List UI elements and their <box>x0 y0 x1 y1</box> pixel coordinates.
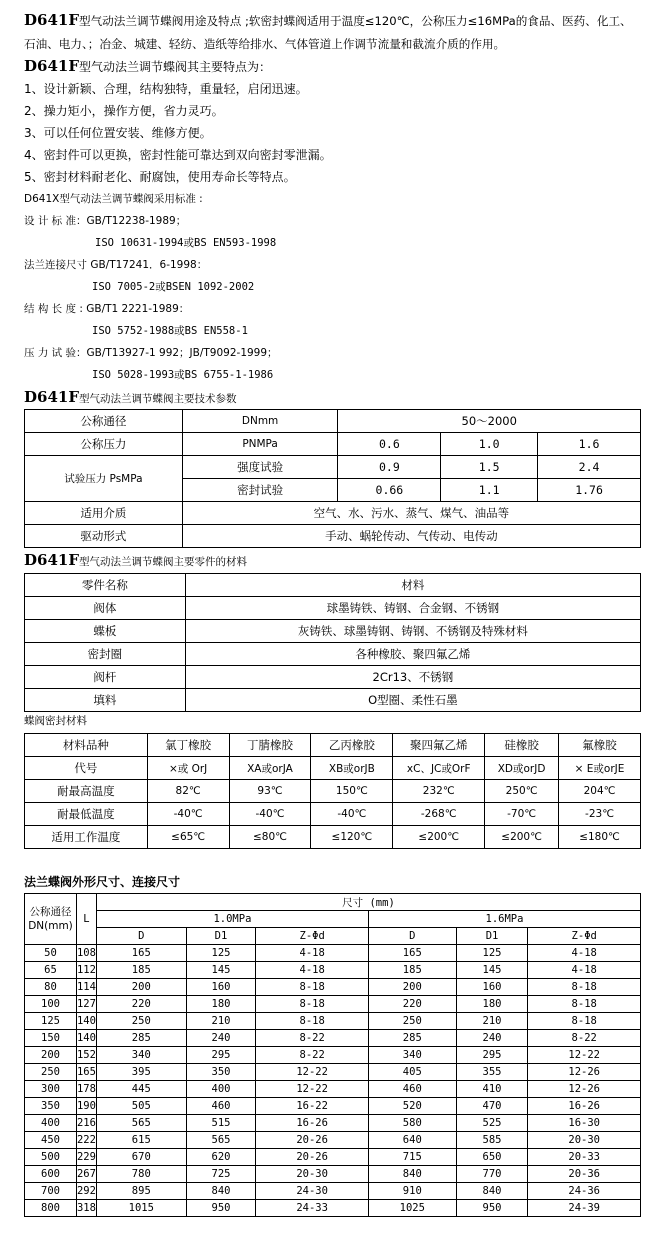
dim-cell: 4-18 <box>256 945 369 962</box>
dim-cell: 470 <box>456 1098 528 1115</box>
dim-cell: 24-39 <box>528 1200 641 1217</box>
tech-title: 型气动法兰调节蝶阀主要技术参数 <box>78 393 237 405</box>
l-cell: 216 <box>76 1115 96 1132</box>
dn-cell: 350 <box>25 1098 77 1115</box>
dim-cell: 125 <box>186 945 256 962</box>
table-row <box>25 1030 641 1047</box>
pn-unit: PNMPa <box>182 433 338 456</box>
pn2-header: 1.6MPa <box>368 911 640 928</box>
table-row <box>25 502 641 525</box>
seal-cell: -40℃ <box>311 803 393 826</box>
dim-cell: 12-22 <box>528 1047 641 1064</box>
table-row <box>25 911 641 928</box>
pn-value: 0.6 <box>338 433 441 456</box>
dim-cell: 585 <box>456 1132 528 1149</box>
medium-label: 适用介质 <box>25 502 183 525</box>
dim-cell: 8-22 <box>256 1030 369 1047</box>
table-row <box>25 597 641 620</box>
features-model: D641F <box>24 57 79 75</box>
dim-cell: 185 <box>96 962 186 979</box>
dim-cell: 460 <box>186 1098 256 1115</box>
standard-row: 结 构 长 度 : GB/T1 2221-1989： <box>24 303 190 315</box>
dim-cell: 145 <box>186 962 256 979</box>
seal-row-label: 耐最高温度 <box>25 780 148 803</box>
col-header: Z-Φd <box>528 928 641 945</box>
dn-cell: 125 <box>25 1013 77 1030</box>
standard-row: ISO 10631-1994或BS EN593-1998 <box>95 237 277 249</box>
dim-cell: 895 <box>96 1183 186 1200</box>
table-row <box>25 689 641 712</box>
seal-materials-table <box>24 733 641 849</box>
seal-cell: ≤80℃ <box>229 826 311 849</box>
table-row <box>25 979 641 996</box>
seal-value: 1.76 <box>538 479 641 502</box>
table-row <box>25 456 641 479</box>
l-cell: 318 <box>76 1200 96 1217</box>
standard-row: ISO 5028-1993或BS 6755-1-1986 <box>92 369 274 381</box>
dim-cell: 145 <box>456 962 528 979</box>
table-row <box>25 962 641 979</box>
dim-cell: 8-22 <box>256 1047 369 1064</box>
part-material: O型圈、柔性石墨 <box>185 689 640 712</box>
dim-cell: 615 <box>96 1132 186 1149</box>
dim-cell: 185 <box>368 962 456 979</box>
strength-value: 0.9 <box>338 456 441 479</box>
dim-cell: 8-18 <box>528 996 641 1013</box>
table-row <box>25 620 641 643</box>
dim-cell: 405 <box>368 1064 456 1081</box>
seal-header-cell: 聚四氟乙烯 <box>393 734 485 757</box>
dn-cell: 450 <box>25 1132 77 1149</box>
part-material: 2Cr13、不锈钢 <box>185 666 640 689</box>
dim-cell: 160 <box>456 979 528 996</box>
seal-cell: -23℃ <box>559 803 641 826</box>
parts-title: 型气动法兰调节蝶阀主要零件的材料 <box>78 556 247 568</box>
seal-cell: XA或orJA <box>229 757 311 780</box>
dim-cell: 16-26 <box>256 1115 369 1132</box>
dn-cell: 800 <box>25 1200 77 1217</box>
dim-cell: 8-18 <box>256 979 369 996</box>
l-cell: 112 <box>76 962 96 979</box>
seal-header-cell: 氯丁橡胶 <box>147 734 229 757</box>
dim-cell: 165 <box>96 945 186 962</box>
part-material: 球墨铸铁、铸钢、合金钢、不锈钢 <box>185 597 640 620</box>
dim-cell: 285 <box>96 1030 186 1047</box>
dim-cell: 180 <box>186 996 256 1013</box>
dim-cell: 950 <box>456 1200 528 1217</box>
dim-cell: 950 <box>186 1200 256 1217</box>
dim-cell: 125 <box>456 945 528 962</box>
size-header: 尺寸 (mm) <box>96 894 640 911</box>
l-cell: 152 <box>76 1047 96 1064</box>
test-pressure-label: 试验压力 PsMPa <box>25 456 183 502</box>
dim-cell: 520 <box>368 1098 456 1115</box>
table-row <box>25 1183 641 1200</box>
dim-cell: 580 <box>368 1115 456 1132</box>
dim-cell: 210 <box>456 1013 528 1030</box>
dim-cell: 295 <box>186 1047 256 1064</box>
seal-row-label: 耐最低温度 <box>25 803 148 826</box>
table-row <box>25 734 641 757</box>
seal-header-cell: 丁腈橡胶 <box>229 734 311 757</box>
dim-cell: 4-18 <box>256 962 369 979</box>
dim-cell: 160 <box>186 979 256 996</box>
tech-heading <box>24 389 236 407</box>
table-row <box>25 1098 641 1115</box>
feature-item: 5、密封材料耐老化、耐腐蚀，使用寿命长等特点。 <box>24 170 296 184</box>
dim-cell: 340 <box>96 1047 186 1064</box>
seal-cell: XB或orJB <box>311 757 393 780</box>
table-row <box>25 826 641 849</box>
dim-cell: 240 <box>186 1030 256 1047</box>
seal-row-label: 代号 <box>25 757 148 780</box>
parts-header-material: 材料 <box>185 574 640 597</box>
part-material: 各种橡胶、聚四氟乙烯 <box>185 643 640 666</box>
dim-cell: 16-22 <box>256 1098 369 1115</box>
dim-cell: 24-30 <box>256 1183 369 1200</box>
table-row <box>25 1132 641 1149</box>
dim-cell: 460 <box>368 1081 456 1098</box>
dim-cell: 355 <box>456 1064 528 1081</box>
strength-label: 强度试验 <box>182 456 338 479</box>
seal-header-cell: 氟橡胶 <box>559 734 641 757</box>
seal-value: 1.1 <box>441 479 538 502</box>
dim-cell: 515 <box>186 1115 256 1132</box>
dim-cell: 445 <box>96 1081 186 1098</box>
dim-cell: 16-30 <box>528 1115 641 1132</box>
seal-materials-title: 蝶阀密封材料 <box>24 715 87 727</box>
dn-cell: 80 <box>25 979 77 996</box>
l-cell: 190 <box>76 1098 96 1115</box>
seal-cell: 232℃ <box>393 780 485 803</box>
table-row <box>25 643 641 666</box>
dim-cell: 180 <box>456 996 528 1013</box>
seal-header-cell: 材料品种 <box>25 734 148 757</box>
seal-cell: ×或 OrJ <box>147 757 229 780</box>
feature-item: 3、可以任何位置安装、维修方便。 <box>24 126 212 140</box>
dim-cell: 840 <box>186 1183 256 1200</box>
dim-cell: 1025 <box>368 1200 456 1217</box>
dim-cell: 395 <box>96 1064 186 1081</box>
table-row <box>25 1200 641 1217</box>
strength-value: 2.4 <box>538 456 641 479</box>
seal-value: 0.66 <box>338 479 441 502</box>
seal-cell: -70℃ <box>485 803 559 826</box>
table-row <box>25 996 641 1013</box>
table-row <box>25 433 641 456</box>
pn-value: 1.0 <box>441 433 538 456</box>
part-material: 灰铸铁、球墨铸钢、铸钢、不锈钢及特殊材料 <box>185 620 640 643</box>
table-row <box>25 1064 641 1081</box>
dn-range: 50～2000 <box>338 410 641 433</box>
table-row <box>25 1047 641 1064</box>
parts-model: D641F <box>24 551 79 569</box>
standard-row: ISO 7005-2或BSEN 1092-2002 <box>92 281 255 293</box>
table-row <box>25 780 641 803</box>
parts-materials-table <box>24 573 641 712</box>
l-header: L <box>76 894 96 945</box>
col-header: D <box>96 928 186 945</box>
part-name: 阀体 <box>25 597 186 620</box>
l-cell: 222 <box>76 1132 96 1149</box>
dim-cell: 400 <box>186 1081 256 1098</box>
drive-label: 驱动形式 <box>25 525 183 548</box>
dim-cell: 840 <box>368 1166 456 1183</box>
part-name: 填料 <box>25 689 186 712</box>
seal-cell: xC、JC或OrF <box>393 757 485 780</box>
pn1-header: 1.0MPa <box>96 911 368 928</box>
dn-cell: 700 <box>25 1183 77 1200</box>
dn-cell: 250 <box>25 1064 77 1081</box>
intro-line-2: 石油、电力、；冶金、城建、轻纺、造纸等给排水、气体管道上作调节流量和截流介质的作用。 <box>24 37 506 51</box>
intro-model: D641F <box>24 11 79 29</box>
table-row <box>25 525 641 548</box>
table-row <box>25 1013 641 1030</box>
dim-cell: 200 <box>368 979 456 996</box>
l-cell: 108 <box>76 945 96 962</box>
seal-cell: 150℃ <box>311 780 393 803</box>
dim-cell: 210 <box>186 1013 256 1030</box>
part-name: 阀杆 <box>25 666 186 689</box>
standard-row: 法兰连接尺寸 GB/T17241．6-1998： <box>24 259 208 271</box>
tech-params-table <box>24 409 641 548</box>
l-cell: 267 <box>76 1166 96 1183</box>
dim-cell: 20-26 <box>256 1132 369 1149</box>
dim-cell: 20-36 <box>528 1166 641 1183</box>
dim-cell: 165 <box>368 945 456 962</box>
dim-cell: 670 <box>96 1149 186 1166</box>
intro-line-1 <box>24 12 632 29</box>
col-header: D1 <box>186 928 256 945</box>
dims-table <box>24 893 641 1217</box>
dn-cell: 200 <box>25 1047 77 1064</box>
dim-cell: 525 <box>456 1115 528 1132</box>
standards-title: D641X型气动法兰调节蝶阀采用标准 : <box>24 193 203 205</box>
table-row <box>25 894 641 911</box>
pn-value: 1.6 <box>538 433 641 456</box>
dim-cell: 8-18 <box>256 1013 369 1030</box>
dims-title: 法兰蝶阀外形尺寸、连接尺寸 <box>24 875 181 889</box>
table-row <box>25 666 641 689</box>
intro-text-1: 型气动法兰调节蝶阀用途及特点 ;软密封蝶阀适用于温度≤120℃，公称压力≤16MPa的食品、医药、化工、 <box>78 14 632 28</box>
parts-heading <box>24 552 247 570</box>
dim-cell: 565 <box>186 1132 256 1149</box>
part-name: 密封圈 <box>25 643 186 666</box>
dim-cell: 24-33 <box>256 1200 369 1217</box>
dim-cell: 620 <box>186 1149 256 1166</box>
l-cell: 114 <box>76 979 96 996</box>
table-row <box>25 1149 641 1166</box>
dim-cell: 285 <box>368 1030 456 1047</box>
l-cell: 140 <box>76 1030 96 1047</box>
col-header: D <box>368 928 456 945</box>
dim-cell: 295 <box>456 1047 528 1064</box>
seal-label: 密封试验 <box>182 479 338 502</box>
seal-row-label: 适用工作温度 <box>25 826 148 849</box>
dim-cell: 1015 <box>96 1200 186 1217</box>
dim-cell: 8-18 <box>528 1013 641 1030</box>
dim-cell: 24-36 <box>528 1183 641 1200</box>
dim-cell: 220 <box>368 996 456 1013</box>
col-header: D1 <box>456 928 528 945</box>
dim-cell: 12-26 <box>528 1064 641 1081</box>
standard-row: ISO 5752-1988或BS EN558-1 <box>92 325 248 337</box>
l-cell: 127 <box>76 996 96 1013</box>
feature-item: 2、操力矩小，操作方便，省力灵巧。 <box>24 104 224 118</box>
seal-cell: 93℃ <box>229 780 311 803</box>
table-row <box>25 1166 641 1183</box>
dim-cell: 20-26 <box>256 1149 369 1166</box>
table-row <box>25 1115 641 1132</box>
tech-model: D641F <box>24 388 79 406</box>
seal-cell: 82℃ <box>147 780 229 803</box>
dim-cell: 20-33 <box>528 1149 641 1166</box>
dim-cell: 12-26 <box>528 1081 641 1098</box>
dim-cell: 565 <box>96 1115 186 1132</box>
l-cell: 165 <box>76 1064 96 1081</box>
table-row <box>25 574 641 597</box>
strength-value: 1.5 <box>441 456 538 479</box>
dim-cell: 220 <box>96 996 186 1013</box>
dim-cell: 12-22 <box>256 1064 369 1081</box>
dim-cell: 250 <box>96 1013 186 1030</box>
table-row <box>25 945 641 962</box>
dn-cell: 400 <box>25 1115 77 1132</box>
dim-cell: 910 <box>368 1183 456 1200</box>
seal-cell: × E或orJE <box>559 757 641 780</box>
standard-row: 压 力 试 验：GB/T13927-1 992；JB/T9092-1999； <box>24 347 278 359</box>
l-cell: 229 <box>76 1149 96 1166</box>
seal-cell: ≤180℃ <box>559 826 641 849</box>
seal-cell: 204℃ <box>559 780 641 803</box>
dim-cell: 8-22 <box>528 1030 641 1047</box>
dim-cell: 650 <box>456 1149 528 1166</box>
table-row <box>25 757 641 780</box>
dim-cell: 505 <box>96 1098 186 1115</box>
dim-cell: 20-30 <box>528 1132 641 1149</box>
seal-cell: XD或orJD <box>485 757 559 780</box>
seal-cell: ≤120℃ <box>311 826 393 849</box>
dn-unit: DNmm <box>182 410 338 433</box>
dim-cell: 12-22 <box>256 1081 369 1098</box>
nominal-dia-label: 公称通径 <box>25 410 183 433</box>
dim-cell: 20-30 <box>256 1166 369 1183</box>
l-cell: 292 <box>76 1183 96 1200</box>
dn-cell: 65 <box>25 962 77 979</box>
standard-row: 设 计 标 准：GB/T12238-1989； <box>24 215 187 227</box>
table-row <box>25 410 641 433</box>
dim-cell: 715 <box>368 1149 456 1166</box>
nominal-pressure-label: 公称压力 <box>25 433 183 456</box>
col-header: Z-Φd <box>256 928 369 945</box>
seal-cell: 250℃ <box>485 780 559 803</box>
dn-cell: 150 <box>25 1030 77 1047</box>
dim-cell: 8-18 <box>528 979 641 996</box>
seal-cell: ≤200℃ <box>485 826 559 849</box>
dim-cell: 725 <box>186 1166 256 1183</box>
features-title: 型气动法兰调节蝶阀其主要特点为： <box>78 60 271 74</box>
dim-cell: 200 <box>96 979 186 996</box>
dn-cell: 600 <box>25 1166 77 1183</box>
dn-cell: 500 <box>25 1149 77 1166</box>
l-cell: 178 <box>76 1081 96 1098</box>
seal-header-cell: 乙丙橡胶 <box>311 734 393 757</box>
seal-cell: ≤200℃ <box>393 826 485 849</box>
features-heading <box>24 58 271 75</box>
dim-cell: 4-18 <box>528 962 641 979</box>
dn-header: 公称通径DN(mm) <box>25 894 77 945</box>
table-row <box>25 928 641 945</box>
dim-cell: 780 <box>96 1166 186 1183</box>
dim-cell: 350 <box>186 1064 256 1081</box>
dn-cell: 300 <box>25 1081 77 1098</box>
dim-cell: 840 <box>456 1183 528 1200</box>
feature-item: 4、密封件可以更换，密封性能可靠达到双向密封零泄漏。 <box>24 148 332 162</box>
feature-item: 1、设计新颖、合理，结构独特，重量轻，启闭迅速。 <box>24 82 308 96</box>
seal-cell: -40℃ <box>229 803 311 826</box>
drive-value: 手动、蜗轮传动、气传动、电传动 <box>182 525 640 548</box>
dim-cell: 250 <box>368 1013 456 1030</box>
seal-header-cell: 硅橡胶 <box>485 734 559 757</box>
dn-cell: 50 <box>25 945 77 962</box>
dim-cell: 240 <box>456 1030 528 1047</box>
dim-cell: 4-18 <box>528 945 641 962</box>
table-row <box>25 1081 641 1098</box>
dim-cell: 410 <box>456 1081 528 1098</box>
seal-cell: ≤65℃ <box>147 826 229 849</box>
dim-cell: 340 <box>368 1047 456 1064</box>
dim-cell: 16-26 <box>528 1098 641 1115</box>
seal-cell: -40℃ <box>147 803 229 826</box>
l-cell: 140 <box>76 1013 96 1030</box>
seal-cell: -268℃ <box>393 803 485 826</box>
dim-cell: 640 <box>368 1132 456 1149</box>
dim-cell: 8-18 <box>256 996 369 1013</box>
dim-cell: 770 <box>456 1166 528 1183</box>
table-row <box>25 803 641 826</box>
part-name: 蝶板 <box>25 620 186 643</box>
medium-value: 空气、水、污水、蒸气、煤气、油品等 <box>182 502 640 525</box>
dn-cell: 100 <box>25 996 77 1013</box>
parts-header-name: 零件名称 <box>25 574 186 597</box>
